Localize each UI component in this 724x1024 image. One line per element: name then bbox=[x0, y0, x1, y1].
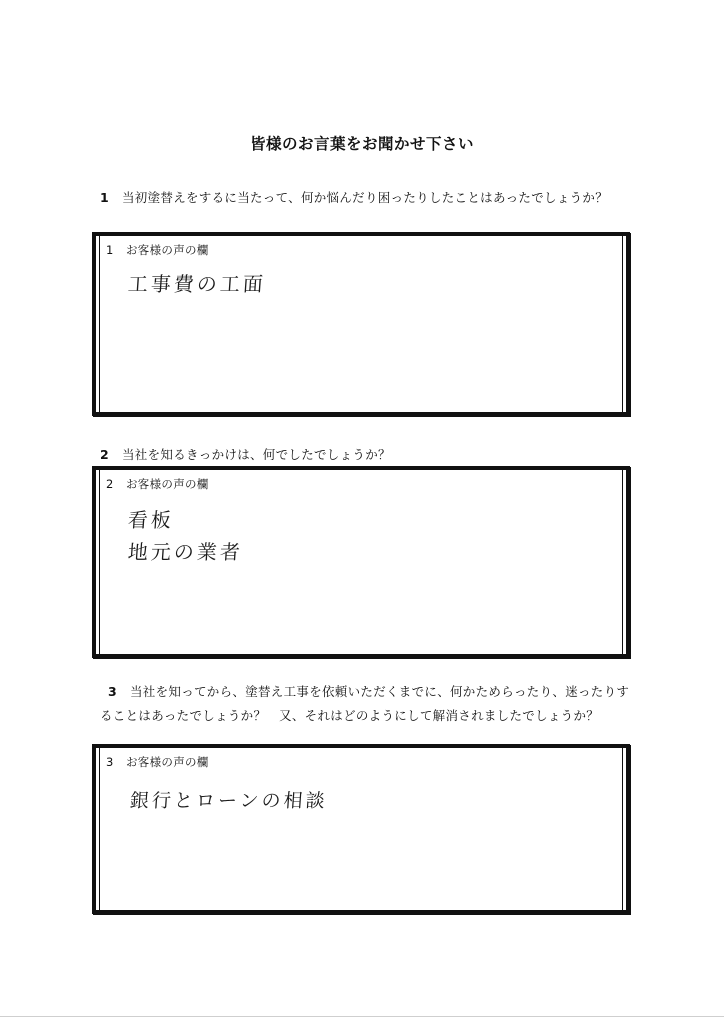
box-label-text: お客様の声の欄 bbox=[126, 243, 209, 257]
handwritten-answer: 銀行とローンの相談 bbox=[129, 790, 329, 812]
handwritten-answer: 地元の業者 bbox=[127, 540, 244, 564]
question-text: 当社を知ってから、塗替え工事を依頼いただくまでに、何かためらったり、迷ったりすることはあったでしょうか？ 又、それはどのようにして解消されましたでしょうか？ bbox=[100, 684, 630, 723]
question-1 bbox=[100, 186, 636, 210]
page-title: 皆様のお言葉をお聞かせ下さい bbox=[249, 135, 474, 153]
question-text: 当初塗替えをするに当たって、何か悩んだり困ったりしたことはあったでしょうか？ bbox=[122, 190, 609, 205]
box-label-text: お客様の声の欄 bbox=[126, 477, 209, 491]
question-text: 当社を知るきっかけは、何でしたでしょうか？ bbox=[122, 447, 391, 462]
question-number: 2 bbox=[100, 447, 109, 462]
answer-box-3 bbox=[92, 744, 630, 914]
box-label bbox=[106, 242, 209, 258]
question-2 bbox=[100, 443, 636, 467]
box-label-number: 3 bbox=[106, 755, 114, 769]
answer-box-1 bbox=[92, 232, 630, 416]
question-number: 1 bbox=[100, 190, 109, 205]
answer-box-2 bbox=[92, 466, 630, 658]
question-3 bbox=[100, 680, 636, 728]
box-label bbox=[106, 754, 209, 770]
scan-edge-line bbox=[0, 1016, 724, 1017]
handwritten-answer: 工事費の工面 bbox=[127, 272, 267, 296]
question-number: 3 bbox=[108, 684, 117, 699]
box-label-text: お客様の声の欄 bbox=[126, 755, 209, 769]
handwritten-answer: 看板 bbox=[127, 508, 175, 532]
box-label bbox=[106, 476, 209, 492]
box-label-number: 1 bbox=[106, 243, 114, 257]
box-label-number: 2 bbox=[106, 477, 114, 491]
